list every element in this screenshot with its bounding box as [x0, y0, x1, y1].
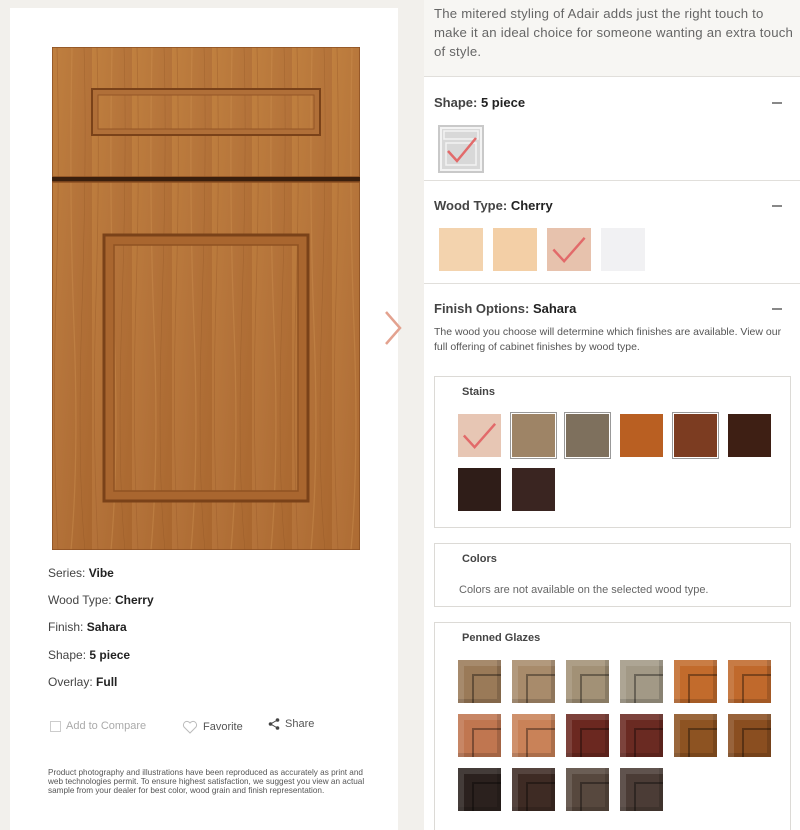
spec-wood-type: Wood Type: Cherry [48, 593, 154, 607]
cabinet-door-image [52, 47, 360, 550]
glaze-swatch[interactable] [566, 660, 609, 703]
glaze-panel-inset [742, 674, 771, 703]
colors-unavailable-message: Colors are not available on the selected wood type. [459, 584, 709, 596]
selected-check-icon [547, 228, 591, 271]
glaze-swatch[interactable] [512, 660, 555, 703]
share-label: Share [285, 718, 315, 730]
glaze-swatch[interactable] [458, 660, 501, 703]
glaze-swatch[interactable] [728, 660, 771, 703]
glaze-swatch[interactable] [620, 768, 663, 811]
glaze-swatch[interactable] [458, 768, 501, 811]
glaze-panel-inset [526, 782, 555, 811]
five-piece-icon [438, 125, 484, 173]
glaze-panel-inset [526, 674, 555, 703]
stains-box [434, 376, 791, 528]
stain-swatch[interactable] [620, 414, 663, 457]
product-options-panel [424, 0, 800, 830]
divider [424, 283, 800, 284]
finish-options-heading[interactable]: Finish Options: Sahara [434, 301, 577, 316]
glaze-panel-inset [472, 782, 501, 811]
next-image-arrow[interactable] [380, 308, 406, 348]
stain-swatch[interactable] [728, 414, 771, 457]
shape-heading[interactable]: Shape: 5 piece [434, 95, 526, 110]
product-description: The mitered styling of Adair adds just the right touch to make it an ideal choice for someone wanting an extra touch of style. [434, 6, 794, 59]
stain-swatch[interactable] [458, 414, 501, 457]
share-icon [268, 718, 280, 730]
glaze-panel-inset [580, 728, 609, 757]
glaze-panel-inset [742, 728, 771, 757]
wood-type-heading[interactable]: Wood Type: Cherry [434, 198, 553, 213]
glaze-swatch[interactable] [458, 714, 501, 757]
favorite-button[interactable] [182, 720, 243, 734]
heart-icon [182, 720, 198, 734]
product-image-panel [10, 8, 398, 830]
stain-swatch[interactable] [512, 468, 555, 511]
glaze-panel-inset [634, 782, 663, 811]
colors-title: Colors [462, 553, 497, 565]
penned-glazes-box [434, 622, 791, 830]
glaze-swatch[interactable] [512, 768, 555, 811]
glaze-swatch[interactable] [674, 660, 717, 703]
stain-swatch[interactable] [674, 414, 717, 457]
glaze-panel-inset [634, 728, 663, 757]
spec-overlay: Overlay: Full [48, 675, 118, 689]
stain-swatch[interactable] [458, 468, 501, 511]
shape-swatch-5-piece[interactable] [438, 125, 484, 173]
glaze-swatch[interactable] [728, 714, 771, 757]
glaze-panel-inset [688, 674, 717, 703]
favorite-label: Favorite [203, 721, 243, 733]
divider [424, 180, 800, 181]
stains-title: Stains [462, 386, 496, 398]
compare-label: Add to Compare [66, 720, 147, 732]
wood-swatch[interactable] [601, 228, 645, 271]
glaze-swatch[interactable] [620, 660, 663, 703]
glaze-panel-inset [472, 728, 501, 757]
colors-box [434, 543, 791, 607]
wood-swatch[interactable] [439, 228, 483, 271]
glaze-swatch[interactable] [674, 714, 717, 757]
collapse-finish-icon[interactable] [772, 308, 782, 310]
glaze-panel-inset [526, 728, 555, 757]
stain-swatch[interactable] [566, 414, 609, 457]
glaze-panel-inset [688, 728, 717, 757]
stain-swatch[interactable] [512, 414, 555, 457]
collapse-wood-type-icon[interactable] [772, 205, 782, 207]
glaze-panel-inset [580, 674, 609, 703]
divider [424, 76, 800, 77]
spec-series: Series: Vibe [48, 566, 114, 580]
add-to-compare[interactable] [50, 720, 146, 732]
wood-swatch[interactable] [493, 228, 537, 271]
wood-swatch[interactable] [547, 228, 591, 271]
spec-shape: Shape: 5 piece [48, 648, 131, 662]
glaze-panel-inset [472, 674, 501, 703]
glaze-swatch[interactable] [566, 768, 609, 811]
penned-glazes-title: Penned Glazes [462, 632, 541, 644]
disclaimer-text: Product photography and illustrations have been reproduced as accurately as print and web technologies permit. To ensure highest satisfaction, we suggest you view an actual sample from your dealer for best color, wood grain and finish representation. [48, 768, 365, 795]
spec-finish: Finish: Sahara [48, 620, 127, 634]
glaze-panel-inset [580, 782, 609, 811]
finish-note: The wood you choose will determine which finishes are available. View our full offering of cabinet finishes by wood type. [434, 326, 782, 353]
selected-check-icon [458, 414, 501, 457]
glaze-swatch[interactable] [620, 714, 663, 757]
glaze-panel-inset [634, 674, 663, 703]
collapse-shape-icon[interactable] [772, 102, 782, 104]
glaze-swatch[interactable] [512, 714, 555, 757]
share-button[interactable] [268, 718, 314, 730]
compare-checkbox[interactable] [50, 721, 61, 732]
glaze-swatch[interactable] [566, 714, 609, 757]
